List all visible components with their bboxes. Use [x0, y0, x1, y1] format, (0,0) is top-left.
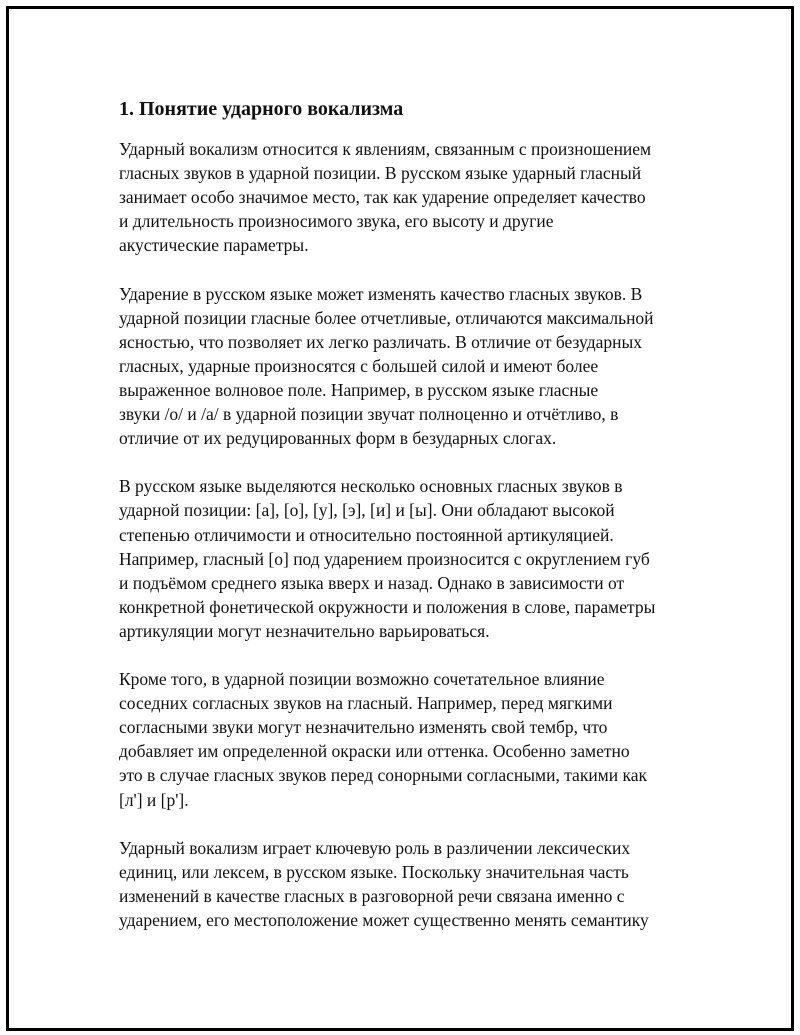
text-line: В русском языке выделяются несколько основных гласных звуков в — [119, 476, 623, 497]
text-line: гласных, ударные произносятся с большей силой и имеют более — [119, 355, 599, 376]
text-line: добавляет им определенной окраски или оттенка. Особенно заметно — [119, 741, 630, 762]
document-page — [6, 6, 794, 1031]
text-line: Ударный вокализм играет ключевую роль в различении лексических — [119, 837, 631, 858]
text-line: и длительность произносимого звука, его высоту и другие — [119, 211, 554, 232]
paragraph-list — [119, 137, 699, 932]
text-line: единиц, или лексем, в русском языке. Поскольку значительная часть — [119, 861, 629, 882]
paragraph — [119, 282, 699, 451]
text-line: конкретной фонетической окружности и положения в слове, параметры — [119, 596, 656, 617]
text-line: ударением, его местоположение может существенно менять семантику — [119, 910, 649, 930]
document-body — [119, 95, 699, 956]
text-line: и подъёмом среднего языка вверх и назад. Однако в зависимости от — [119, 572, 625, 593]
text-line: акустические параметры. — [119, 235, 309, 256]
text-line: ударной позиции: [а], [о], [у], [э], [и] и [ы]. Они обладают высокой — [119, 500, 615, 521]
text-line: звуки /о/ и /а/ в ударной позиции звучат полноценно и отчётливо, в — [119, 404, 619, 425]
text-line: [л'] и [р']. — [119, 789, 189, 810]
section-heading: 1. Понятие ударного вокализма — [119, 98, 404, 120]
text-line: согласными звуки могут незначительно изменять свой тембр, что — [119, 717, 608, 738]
text-line: Ударение в русском языке может изменять качество гласных звуков. В — [119, 283, 643, 304]
text-line: Кроме того, в ударной позиции возможно сочетательное влияние — [119, 669, 605, 690]
text-line: отличие от их редуцированных форм в безударных слогах. — [119, 428, 557, 449]
text-line: степенью отличимости и относительно постоянной артикуляцией. — [119, 524, 614, 545]
text-line: артикуляции могут незначительно варьироваться. — [119, 620, 490, 641]
text-line: Например, гласный [о] под ударением произносится с округлением губ — [119, 548, 650, 569]
text-line: изменений в качестве гласных в разговорной речи связана именно с — [119, 885, 625, 906]
text-line: ясностью, что позволяет их легко различать. В отличие от безударных — [119, 331, 642, 352]
text-line: это в случае гласных звуков перед сонорными согласными, такими как — [119, 765, 648, 786]
paragraph — [119, 667, 699, 812]
text-line: ударной позиции гласные более отчетливые, отличаются максимальной — [119, 307, 654, 328]
text-line: Ударный вокализм относится к явлениям, связанным с произношением — [119, 139, 652, 159]
paragraph — [119, 137, 699, 257]
text-line: занимает особо значимое место, так как ударение определяет качество — [119, 187, 646, 208]
text-line: соседних согласных звуков на гласный. Например, перед мягкими — [119, 693, 613, 714]
text-line: гласных звуков в ударной позиции. В русском языке ударный гласный — [119, 163, 642, 184]
paragraph — [119, 836, 699, 932]
text-line: выраженное волновое поле. Например, в русском языке гласные — [119, 379, 599, 400]
paragraph — [119, 474, 699, 643]
